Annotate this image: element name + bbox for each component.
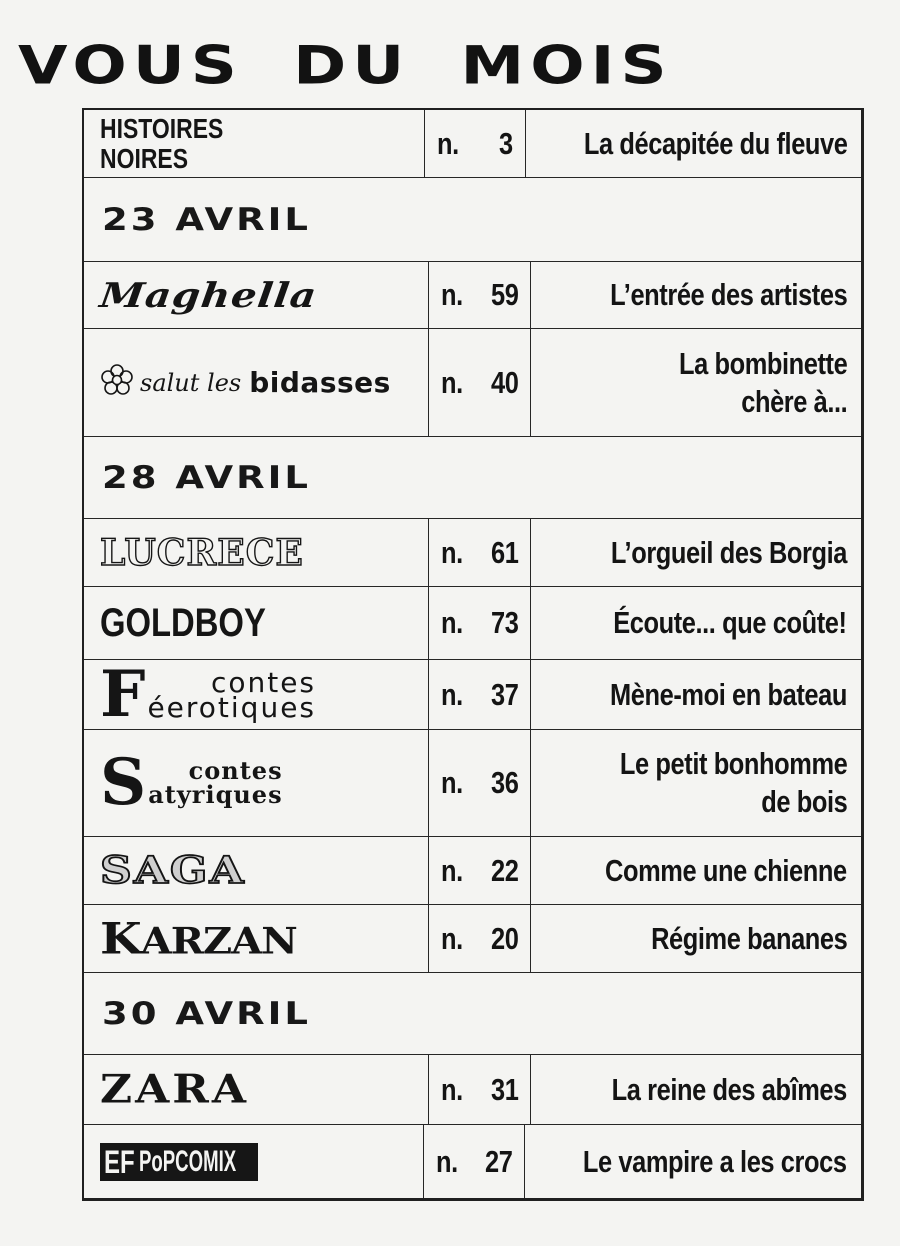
issue-label: n. <box>441 920 463 956</box>
logo-rest: ARZAN <box>140 919 297 962</box>
story-title: Régime bananes <box>650 920 847 956</box>
table-row <box>84 518 861 586</box>
story-title-cell <box>531 660 861 729</box>
logo-initial: F <box>100 656 146 732</box>
release-date: 30 AVRIL <box>102 995 311 1032</box>
publication-logo-cell <box>84 587 429 659</box>
story-title-cell <box>526 110 862 177</box>
publication-logo-cell <box>84 730 429 836</box>
story-title-line: Le petit bonhomme <box>619 746 847 781</box>
publication-logo-lucrece: LUCRECE <box>100 531 304 574</box>
logo-line: contes <box>210 665 317 699</box>
issue-number-cell <box>429 730 531 836</box>
issue-label: n. <box>441 605 463 640</box>
logo-text-stack <box>148 756 283 809</box>
issue-number-cell <box>429 660 531 729</box>
table-row <box>84 1054 861 1124</box>
logo-text-stack <box>147 665 317 724</box>
story-title-line: de bois <box>760 784 847 819</box>
issue-number: 73 <box>490 605 518 640</box>
publication-logo-zara: ZARA <box>100 1066 249 1113</box>
issue-label: n. <box>441 676 463 712</box>
table-row <box>84 729 861 836</box>
publication-logo-cell <box>84 1055 429 1124</box>
publication-logo-cell <box>84 656 429 732</box>
publication-logo-cell <box>84 905 429 972</box>
story-title: L’orgueil des Borgia <box>610 534 847 570</box>
logo-ef-text: EF <box>104 1143 135 1180</box>
issue-number-cell <box>425 110 526 177</box>
issue-label: n. <box>441 1071 463 1107</box>
issue-number: 22 <box>490 852 518 888</box>
story-title-cell <box>531 905 861 972</box>
publication-logo-goldboy: GOLDBOY <box>100 600 266 645</box>
publication-logo-karzan <box>100 913 297 963</box>
publication-logo-contes-feerotiques <box>100 656 317 732</box>
story-title <box>679 345 847 421</box>
publication-logo-histoires-noires: HISTOIRES NOIRES <box>100 112 224 174</box>
logo-script-text: salut les <box>140 368 242 397</box>
publication-logo-salut-les-bidasses <box>100 363 391 402</box>
issue-number-cell <box>429 1055 531 1124</box>
issue-number-cell <box>429 262 531 328</box>
publication-logo-contes-satyriques <box>100 745 283 820</box>
story-title-line: La bombinette <box>678 345 847 381</box>
issue-number: 61 <box>490 534 518 570</box>
publication-logo-cell <box>84 110 425 177</box>
date-header-row <box>84 436 861 518</box>
story-title: L’entrée des artistes <box>609 277 847 312</box>
page-banner-title: VOUS DU MOIS <box>18 35 673 97</box>
issue-label: n. <box>441 277 463 312</box>
issue-number: 59 <box>490 277 518 312</box>
logo-initial: S <box>100 745 147 820</box>
date-header-row <box>84 972 861 1054</box>
issue-number: 27 <box>484 1143 513 1179</box>
publication-logo-maghella: Maghella <box>97 275 320 315</box>
logo-bold-text: bidasses <box>249 366 391 399</box>
publication-logo-cell <box>84 329 429 436</box>
story-title-cell <box>531 329 861 436</box>
story-title-cell <box>531 262 861 328</box>
issue-number: 37 <box>490 676 518 712</box>
issue-number-cell <box>429 905 531 972</box>
release-date: 23 AVRIL <box>102 201 311 238</box>
table-row <box>84 656 861 732</box>
publication-logo-cell <box>84 1125 424 1198</box>
story-title: La décapitée du fleuve <box>583 125 847 161</box>
publication-logo-cell <box>84 837 429 904</box>
story-title: Le vampire a les crocs <box>583 1143 847 1179</box>
story-title: Comme une chienne <box>605 852 847 888</box>
story-title: La reine des abîmes <box>611 1071 847 1107</box>
release-date: 28 AVRIL <box>102 459 311 496</box>
issue-number-cell <box>429 587 531 659</box>
table-row <box>84 261 861 328</box>
issue-label: n. <box>436 1143 459 1179</box>
issue-number-cell <box>429 837 531 904</box>
story-title: Écoute... que coûte! <box>613 605 847 640</box>
issue-label: n. <box>441 364 463 400</box>
issue-label: n. <box>436 125 459 161</box>
table-row <box>84 110 861 177</box>
table-row <box>84 904 861 972</box>
issue-number: 40 <box>490 364 518 400</box>
publication-logo-cell <box>84 519 429 586</box>
story-title-cell <box>525 1125 861 1198</box>
logo-line: atyriques <box>148 780 283 809</box>
story-title-cell <box>531 587 861 659</box>
table-row <box>84 836 861 904</box>
issue-label: n. <box>441 765 463 800</box>
logo-line: contes <box>188 756 283 785</box>
issue-number: 31 <box>490 1071 518 1107</box>
publication-logo-ef-popcomix <box>100 1143 258 1181</box>
release-table <box>82 108 864 1201</box>
issue-number-cell <box>429 519 531 586</box>
table-row <box>84 586 861 659</box>
story-title <box>620 745 847 821</box>
logo-initial: K <box>100 913 141 964</box>
issue-number-cell <box>429 329 531 436</box>
story-title-cell <box>531 519 861 586</box>
publication-logo-saga: SAGA <box>100 848 246 893</box>
logo-line: éerotiques <box>147 690 317 724</box>
publication-logo-cell <box>84 262 429 328</box>
issue-number: 36 <box>490 765 518 800</box>
logo-popcomix-text: PoPCOMIX <box>138 1144 237 1178</box>
story-title-line: chère à... <box>740 383 847 419</box>
story-title-cell <box>531 837 861 904</box>
issue-number-cell <box>424 1125 525 1198</box>
table-row <box>84 1124 861 1198</box>
story-title-cell <box>531 1055 861 1124</box>
issue-number: 3 <box>498 125 513 161</box>
story-title: Mène-moi en bateau <box>610 676 847 712</box>
table-row <box>84 328 861 436</box>
issue-label: n. <box>441 852 463 888</box>
flower-icon <box>100 363 134 402</box>
date-header-row <box>84 177 861 261</box>
story-title-cell <box>531 730 861 836</box>
issue-number: 20 <box>490 920 518 956</box>
issue-label: n. <box>441 534 463 570</box>
